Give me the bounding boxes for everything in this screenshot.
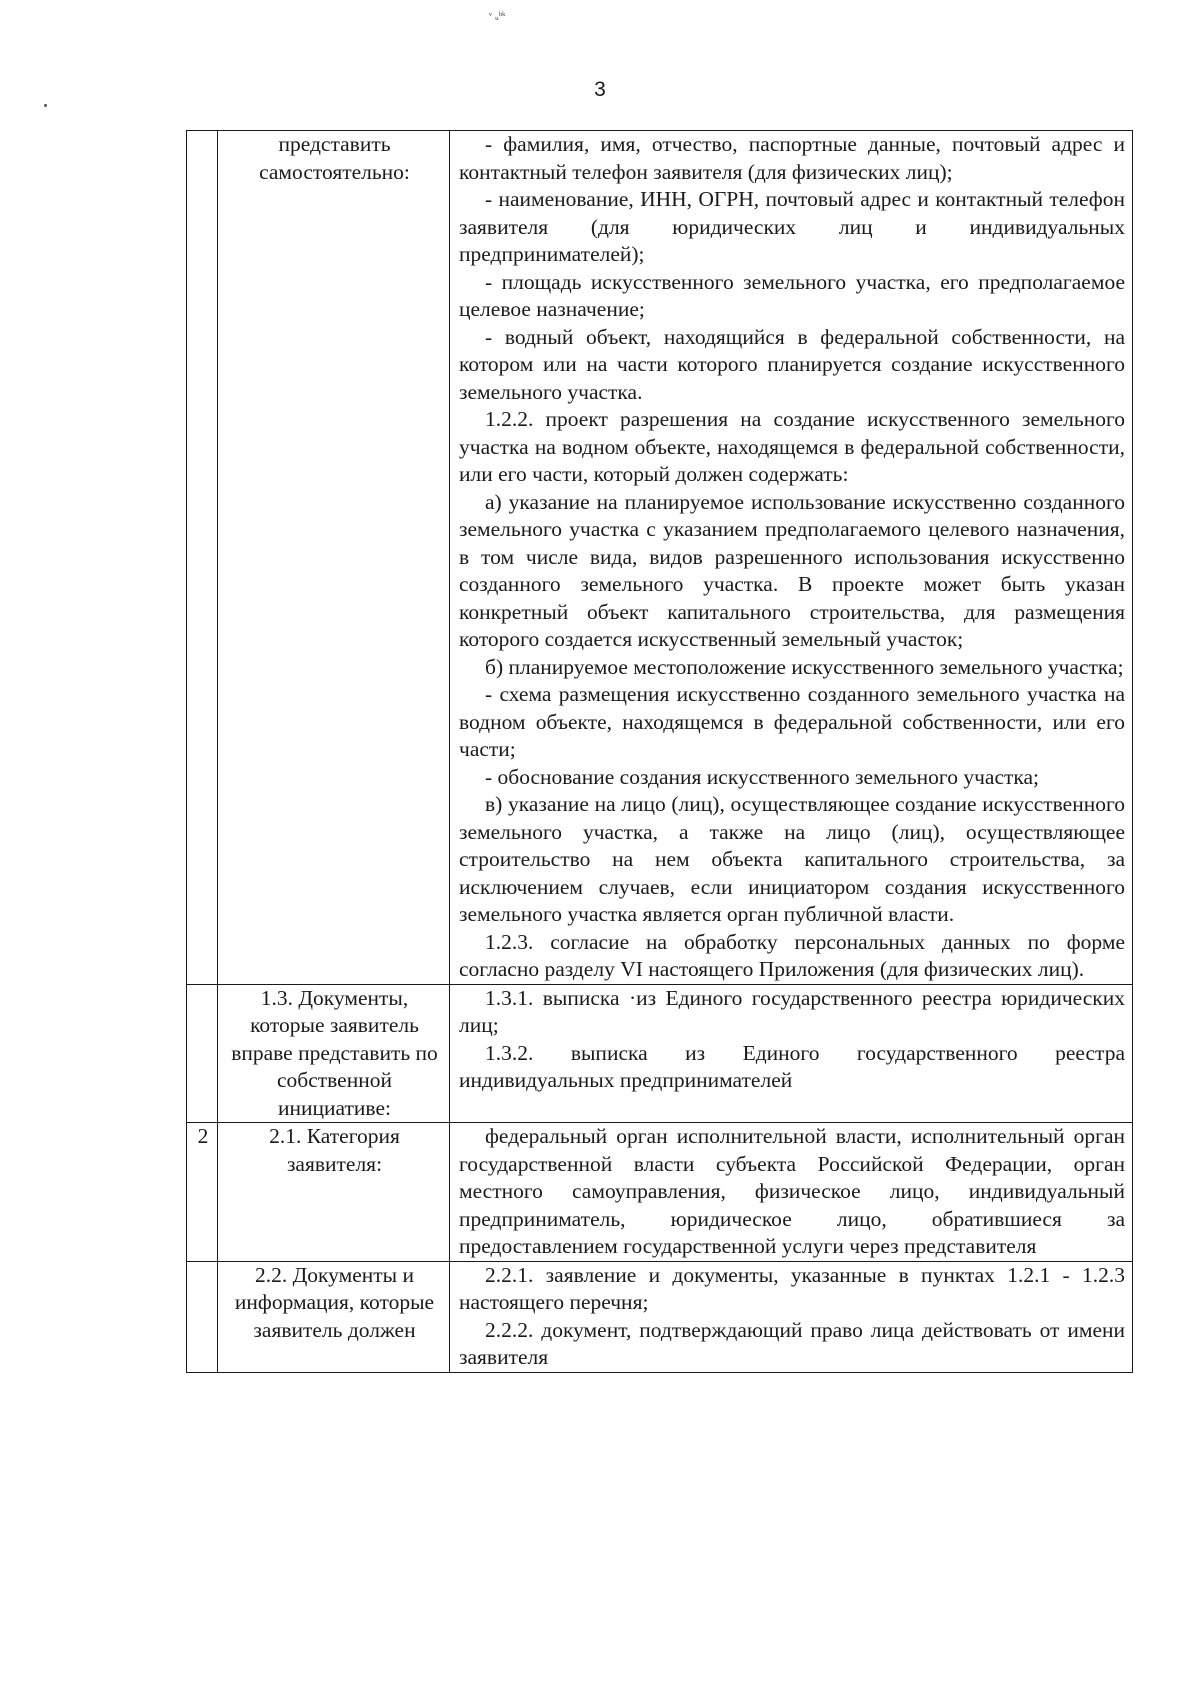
content-paragraph: 1.2.3. согласие на обработку персональных данных по форме согласно разделу VI настоящего Приложения (для физических лиц). xyxy=(459,929,1125,981)
content-paragraph: - схема размещения искусственно созданного земельного участка на водном объекте, находящемся в федеральной собственности, или его части; xyxy=(459,682,1125,761)
scan-dot xyxy=(44,104,47,107)
scan-mark: ᵛ ᵤᵇᵏ xyxy=(489,10,506,22)
row-label: 2.2. Документы и информация, которые заявитель должен xyxy=(218,1261,450,1372)
table-body xyxy=(187,131,1133,1373)
table-row xyxy=(187,131,1133,985)
content-paragraph: 1.3.1. выписка ·из Единого государственного реестра юридических лиц; xyxy=(459,985,1125,1037)
row-number xyxy=(187,131,218,985)
content-paragraph: 2.2.2. документ, подтверждающий право лица действовать от имени заявителя xyxy=(459,1317,1125,1369)
row-label: представить самостоятельно: xyxy=(218,131,450,985)
content-paragraph: б) планируемое местоположение искусственного земельного участка; xyxy=(485,654,1124,679)
content-paragraph: 1.3.2. выписка из Единого государственного реестра индивидуальных предпринимателей xyxy=(459,1040,1125,1092)
row-label: 2.1. Категория заявителя: xyxy=(218,1123,450,1262)
row-content xyxy=(450,984,1133,1123)
content-paragraph: - наименование, ИНН, ОГРН, почтовый адрес и контактный телефон заявителя (для юридических лиц и индивидуальных предпринимателей); xyxy=(459,187,1125,266)
row-label: 1.3. Документы, которые заявитель вправе представить по собственной инициативе: xyxy=(218,984,450,1123)
row-number xyxy=(187,1261,218,1372)
row-content xyxy=(450,1261,1133,1372)
table-row xyxy=(187,1123,1133,1262)
content-paragraph: в) указание на лицо (лиц), осуществляющее создание искусственного земельного участка, а также на лицо (лиц), осуществляющее строительство на нем объекта капитального строительства, за исключением случаев, если инициатором создания искусственного земельного участка является орган публичной власти. xyxy=(459,792,1125,926)
table-row xyxy=(187,984,1133,1123)
content-paragraph: - обоснование создания искусственного земельного участка; xyxy=(485,764,1040,789)
content-paragraph: 1.2.2. проект разрешения на создание искусственного земельного участка на водном объекте, находящемся в федеральной собственности, или его части, который должен содержать: xyxy=(459,407,1125,486)
table-row xyxy=(187,1261,1133,1372)
content-paragraph: 2.2.1. заявление и документы, указанные в пунктах 1.2.1 - 1.2.3 настоящего перечня; xyxy=(459,1262,1125,1314)
content-paragraph: - фамилия, имя, отчество, паспортные данные, почтовый адрес и контактный телефон заявителя (для физических лиц); xyxy=(459,132,1125,184)
row-content xyxy=(450,1123,1133,1262)
content-paragraph: а) указание на планируемое использование искусственно созданного земельного участка с указанием предполагаемого целевого назначения, в том числе вида, видов разрешенного использования искусственно созданного земельного участка. В проекте может быть указан конкретный объект капитального строительства, для размещения которого создается искусственный земельный участок; xyxy=(459,489,1125,651)
row-number xyxy=(187,984,218,1123)
requirements-table xyxy=(186,130,1133,1373)
content-paragraph: федеральный орган исполнительной власти, исполнительный орган государственной власти субъекта Российской Федерации, орган местного самоуправления, физическое лицо, индивидуальный предприниматель, юридическое лицо, обратившиеся за предоставлением государственной услуги через представителя xyxy=(459,1124,1125,1258)
content-paragraph: - площадь искусственного земельного участка, его предполагаемое целевое назначение; xyxy=(459,269,1125,321)
row-number: 2 xyxy=(187,1123,218,1262)
page-number: 3 xyxy=(594,78,606,101)
row-content xyxy=(450,131,1133,985)
content-paragraph: - водный объект, находящийся в федеральной собственности, на котором или на части которого планируется создание искусственного земельного участка. xyxy=(459,324,1125,404)
